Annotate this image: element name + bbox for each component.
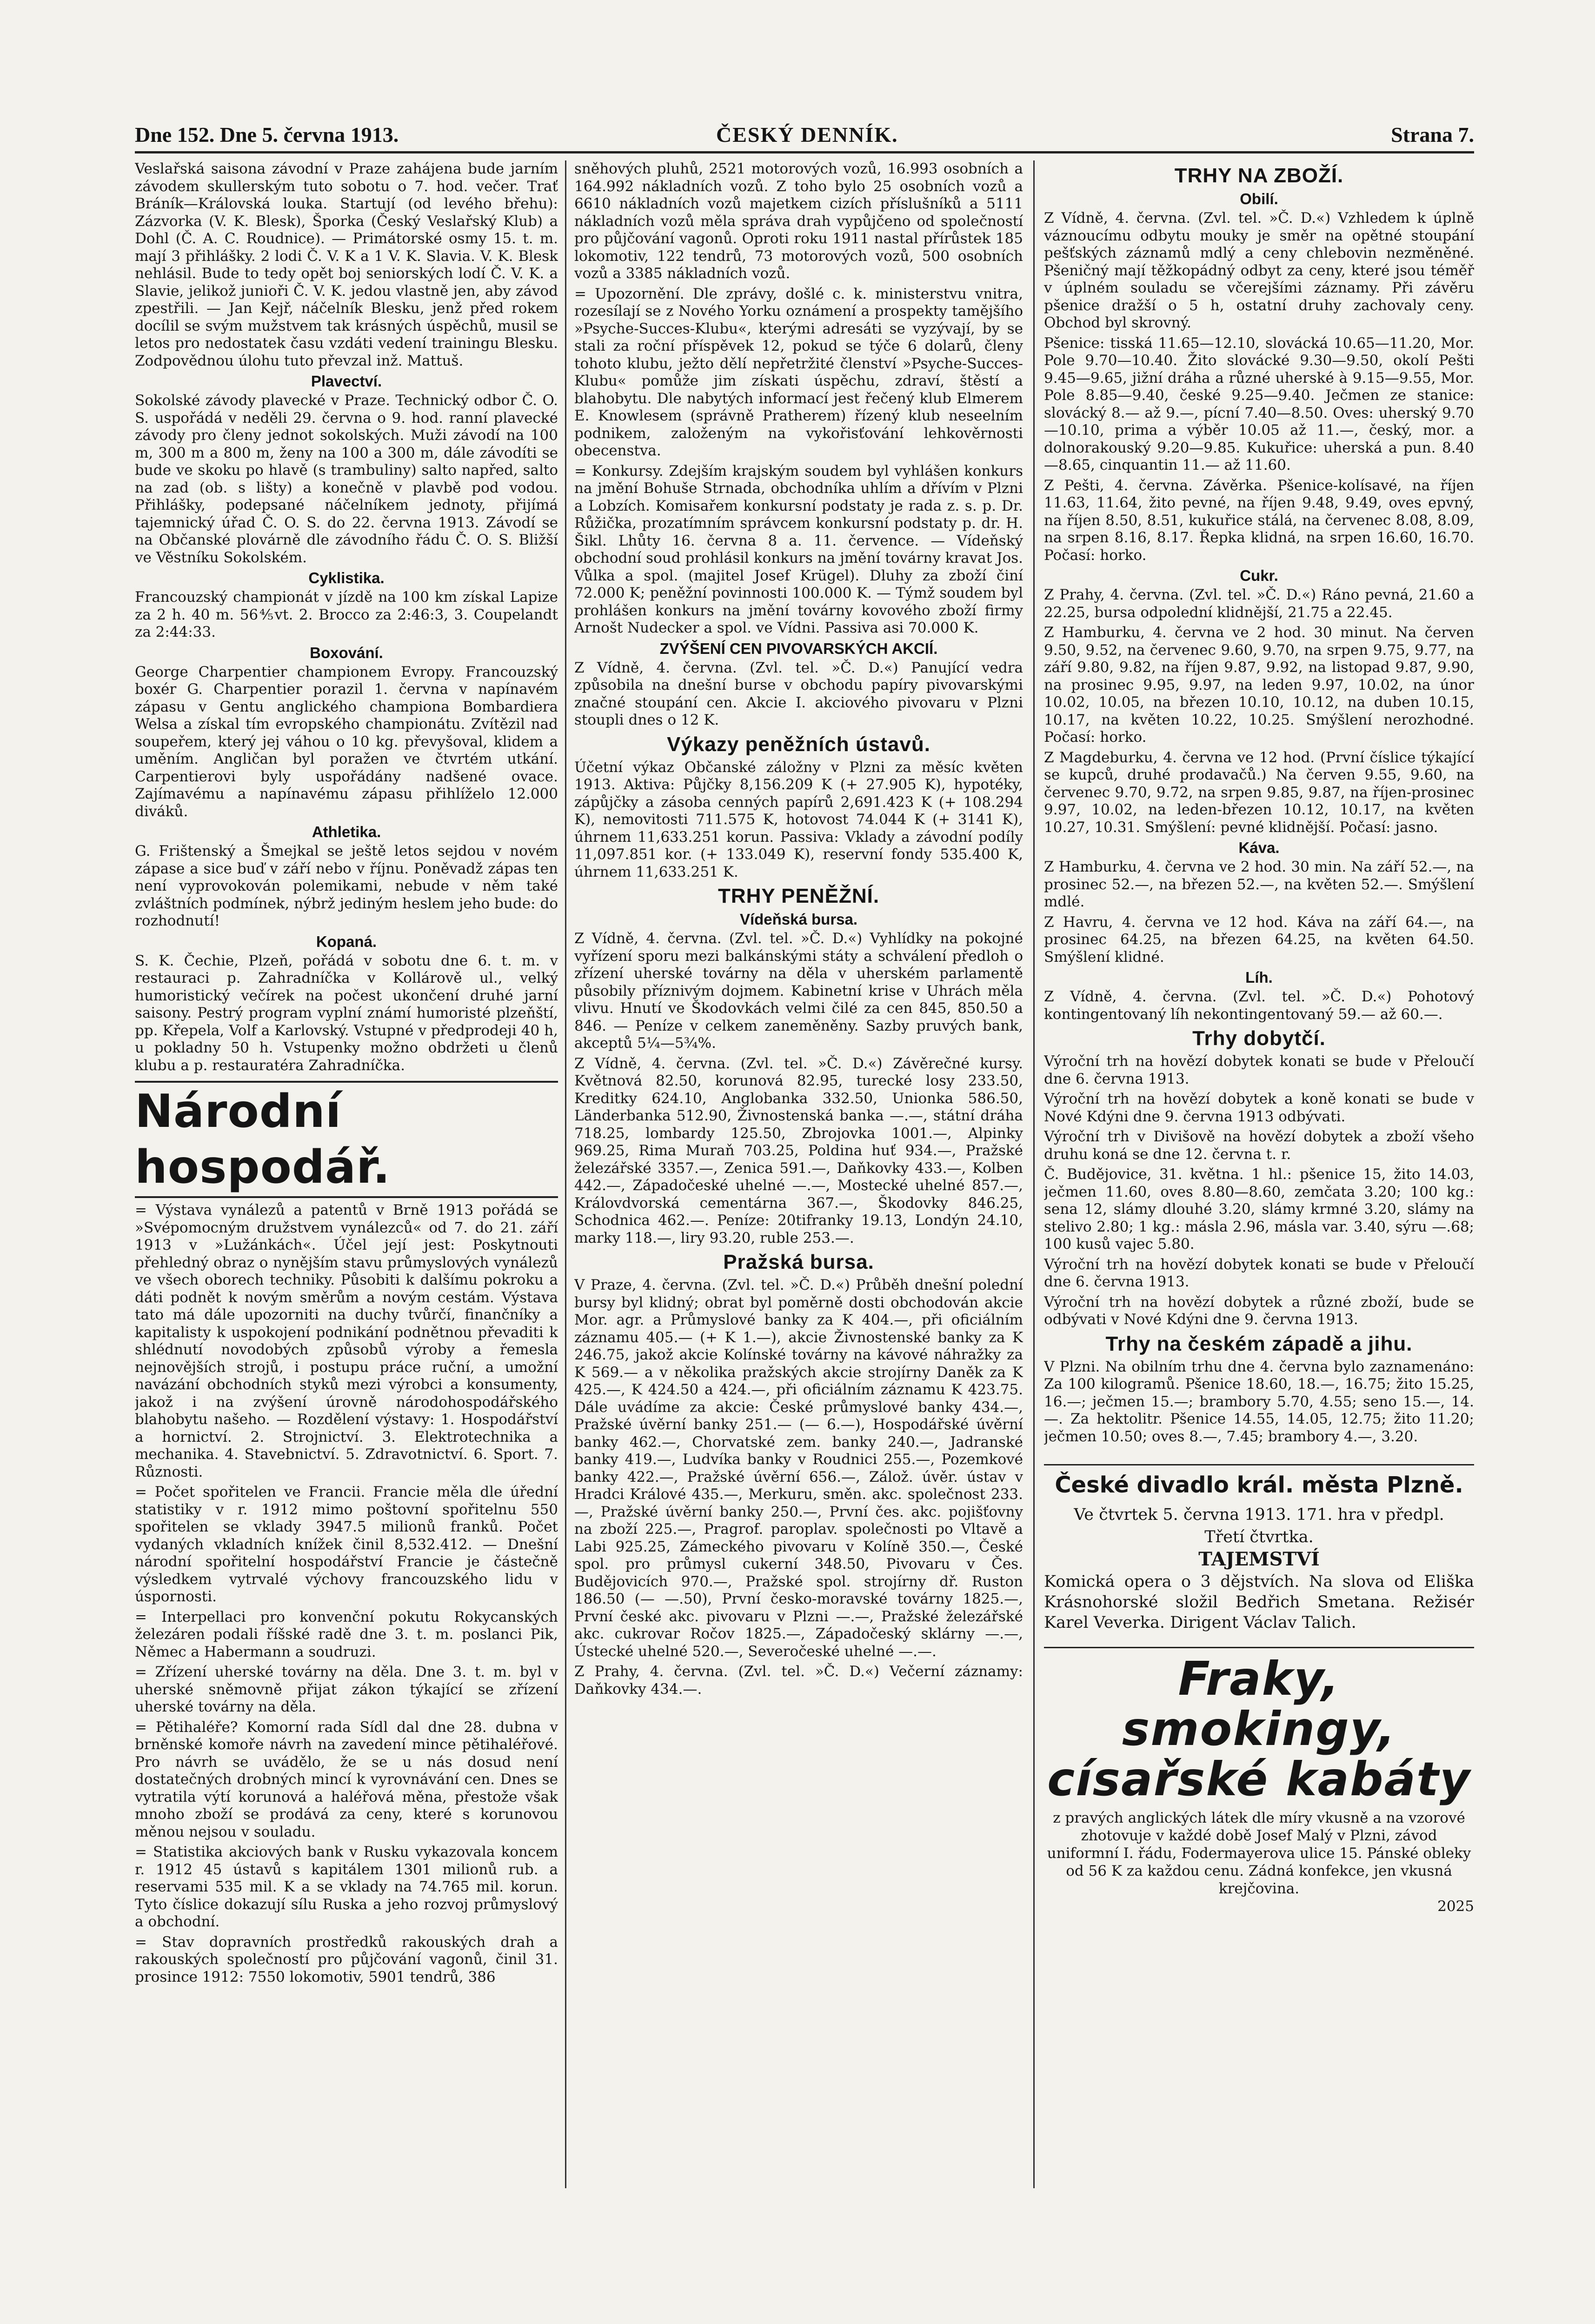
article: Z Hamburku, 4. června ve 2 hod. 30 minut. Na červen 9.50, 9.52, na červenec 9.60, 9.70, na srpen 9.75, 9.77, na září 9.80, 9.82, na říjen 9.87, 9.92, na listopad 9.87, 9.90, na prosinec 9.95, 9.97, na leden 9.97, 10.02, na únor 10.02, 10.05, na březen 10.10, 10.12, na duben 10.15, 10.17, na květen 10.22, 10.25. Smýšlení nerozhodné. Počasí: horko.: [1044, 624, 1474, 746]
article: Č. Budějovice, 31. května. 1 hl.: pšenice 15, žito 14.03, ječmen 11.60, oves 8.80—8.60, zemčata 3.20; 100 kg.: sena 12, slámy dlouhé 3.20, slámy krmné 3.20, slámy na stelivo 2.80; 1 kg.: másla 2.96, másla var. 3.40, sýru —.68; 100 kusů vajec 5.80.: [1044, 1166, 1474, 1252]
article: = Zřízení uherské továrny na děla. Dne 3. t. m. byl v uherské sněmovně přijat zákon týkající se zřízení uherské továrny na děla.: [135, 1664, 558, 1715]
article: S. K. Čechie, Plzeň, pořádá v sobotu dne 6. t. m. v restauraci p. Zahradníčka v Kollárově ul., velký humoristický večírek na počest ukončení druhé jarní saisony. Pestrý program vyplní známí humoristé plzeňští, pp. Křepela, Volf a Karlovský. Vstupné v předprodeji 40 h, u pokladny 50 h. Vstupenky možno obdržeti u členů klubu a p. restauratéra Zahradníčka.: [135, 952, 558, 1074]
section-heading: Athletika.: [312, 823, 381, 840]
article: = Stav dopravních prostředků rakouských drah a rakouských společností pro půjčování vagonů, činil 31. prosince 1912: 7550 lokomotiv, 5901 tendrů, 386: [135, 1933, 558, 1985]
section-heading: Trhy dobytčí.: [1192, 1027, 1326, 1050]
article: = Statistika akciových bank v Rusku vykazovala koncem r. 1912 45 ústavů s kapitálem 1301 milionů rub. a reservami 535 mil. K a se vklady na 74.765 mil. korun. Tyto číslice dokazují sílu Ruska a jeho rozvoj průmyslový a obchodní.: [135, 1844, 558, 1930]
theatre-date: Ve čtvrtek 5. června 1913. 171. hra v předpl.: [1074, 1505, 1444, 1524]
article: = Pětihaléře? Komorní rada Sídl dal dne 28. dubna v brněnské komoře návrh na zavedení mince pětihaléřové. Pro návrh se uvádělo, že se u nás dosud není dostatečných drobných mincí k vyrovnávání cen. Dnes se vytratila výtí korunová a haléřová měna, přestože však mnoho zboží se prodává za ceny, které s korunovou měnou nejsou v souladu.: [135, 1718, 558, 1840]
article: G. Frištenský a Šmejkal se ještě letos sejdou v novém zápase a sice buď v září nebo v říjnu. Poněvadž zápas ten není vyprovokován polemikami, nebude v něm také zvláštních podmínek, nýbrž jediným heslem jeho bude: do rozhodnutí!: [135, 843, 558, 929]
section-subheading: Obilí.: [1240, 190, 1278, 207]
theatre-description: Komická opera o 3 dějstvích. Na slova od Eliška Krásnohorské složil Bedřich Smetana. Režisér Karel Veverka. Dirigent Václav Talich.: [1044, 1572, 1474, 1632]
article: Z Vídně, 4. června. (Zvl. tel. »Č. D.«) Vyhlídky na pokojné vyřízení sporu mezi balkánskými státy a schválení předloh o zřízení uherské továrny na děla v uherském parlamentě působily příznivým dojmem. Kabinetní krise v Uhrách měla vlivu. Hnutí ve Škodovkách velmi čilé za cen 845, 850.50 a 846. — Peníze v celkem zaneměněny. Sazby pruvých bank, akceptů 5¼—5¾%.: [574, 930, 1023, 1052]
article: sněhových pluhů, 2521 motorových vozů, 16.993 osobních a 164.992 nákladních vozů. Z toho bylo 25 osobních vozů a 6610 nákladních vozů majetkem cizích příslušníků a 5111 nákladních vozů měla správa drah vypůjčeno od společností pro půjčování vagonů. Oproti roku 1911 nastal přírůstek 185 lokomotiv, 122 tendrů, 73 motorových vozů, 500 osobních vozů a 3385 nákladních vozů.: [574, 160, 1023, 282]
article: Sokolské závody plavecké v Praze. Technický odbor Č. O. S. uspořádá v neděli 29. června o 9. hod. ranní plavecké závody pro členy jednot sokolských. Muži závodí na 100 m, 300 m a 800 m, ženy na 100 a 300 m, dále závodíti se bude ve skoku po hlavě (s trambuliny) salto napřed, salto na zad (ob. s lišty) a konečně v plavbě pod vodou. Přihlášky, podepsané náčelníkem jednoty, přijímá tajemnický úřad Č. O. S. do 22. června 1913. Závodí se na Občanské plovárně dle závodního řádu Č. O. S. Bližší ve Věstníku Sokolském.: [135, 392, 558, 566]
section-heading: Cyklistika.: [308, 569, 385, 586]
section-subheading: Vídeňská bursa.: [739, 911, 858, 928]
article: Z Prahy, 4. června. (Zvl. tel. »Č. D.«) Ráno pevná, 21.60 a 22.25, bursa odpolední klidnější, 21.75 a 22.45.: [1044, 586, 1474, 621]
article: Účetní výkaz Občanské záložny v Plzni za měsíc květen 1913. Aktiva: Půjčky 8,156.209 K (+ 27.905 K), hypotéky, zápůjčky a zásoba cenných papírů 2,691.423 K (+ 108.294 K), nemovitosti 711.575 K, hotovost 74.044 K (+ 3141 K), úhrnem 11,633.251 korun. Passiva: Vklady a závodní podíly 11,097.851 kor. (+ 133.049 K), reservní fondy 535.400 K, úhrnem 11,633.251 K.: [574, 759, 1023, 880]
page-number: Strana 7.: [1391, 123, 1474, 146]
column-rule: [1033, 160, 1035, 2188]
article: Výroční trh na hovězí dobytek konati se bude v Přeloučí dne 6. června 1913.: [1044, 1256, 1474, 1290]
section-heading: Plavectví.: [311, 373, 382, 390]
ad-code: 2025: [1437, 1898, 1474, 1915]
section-heading: Kopaná.: [316, 932, 377, 950]
theatre-play-title: TAJEMSTVÍ: [1198, 1548, 1320, 1570]
column-2: [574, 160, 1023, 2207]
article: Z Vídně, 4. června. (Zvl. tel. »Č. D.«) Vzhledem k úplně váznoucímu odbytu mouky je směr na opětné stoupání pešťských záznamů mdlý a ceny chlebovin nezměněné. Pšeničný mají těžkopádný odbyt za ceny, které jsou téměř v úplném souladu se včerejšími záznamy. Při závěru pšenice dražší o 5 h, ostatní druhy zachovaly ceny. Obchod byl skrovný.: [1044, 210, 1474, 331]
section-subheading: Káva.: [1238, 839, 1280, 856]
article: Veslařská saisona závodní v Praze zahájena bude jarním závodem skullerským tuto sobotu o 7. hod. večer. Trať Bráník—Královská louka. Startují (od levého břehu): Zázvorka (V. K. Blesk), Šporka (Český Veslařský Klub) a Dohl (Č. A. C. Roudnice). — Primátorské osmy 15. t. m. mají 3 přihlášky. 2 lodi Č. V. K a 1 V. K. Slavia. V. K. Blesk nehlásil. Bude to tedy opět boj seniorských lodí Č. V. K. a Slavie, jelikož junioři Č. V. K. jedou vlastně jen, aby závod zpestřili. — Jan Kejř, náčelník Blesku, jenž před rokem docílil se svým mužstvem tak krásných úspěchů, musil se letos pro nedostatek času vzdáti vedení trainingu Blesku. Zodpovědnou úlohu tuto převzal inž. Mattuš.: [135, 160, 558, 369]
section-heading: Pražská bursa.: [723, 1251, 874, 1273]
article: Výroční trh na hovězí dobytek a různé zboží, bude se odbývati v Nové Kdýni dne 9. června 1913.: [1044, 1293, 1474, 1328]
ad-text: [1044, 1809, 1474, 1915]
theatre-title: České divadlo král. města Plzně.: [1044, 1464, 1474, 1498]
article: Z Havru, 4. června ve 12 hod. Káva na září 64.—, na prosinec 64.25, na březen 64.25, na květen 64.50. Smýšlení klidné.: [1044, 913, 1474, 966]
section-heading: ZVÝŠENÍ CEN PIVOVARSKÝCH AKCIÍ.: [659, 639, 938, 657]
article: Z Pešti, 4. června. Závěrka. Pšenice-kolísavé, na říjen 11.63, 11.64, žito pevné, na říjen 9.48, 9.49, oves epvný, na říjen 8.50, 8.51, kukuřice stálá, na červenec 8.08, 8.09, na srpen 8.16, 8.17. Řepka klidná, na srpen 16.60, 16.70. Počasí: horko.: [1044, 477, 1474, 564]
ad-headline: Fraky, smokingy, císařské kabáty: [1044, 1647, 1474, 1805]
section-heading: Výkazy peněžních ústavů.: [667, 732, 930, 756]
article: = Upozornění. Dle zprávy, došlé c. k. ministerstvu vnitra, rozesílají se z Nového Yorku oznámení a prospekty tamějšího »Psyche-Succes-Klubu«, kterými adresáti se vyzývají, by se stali za roční příspěvek 12, pokud se týče 6 dolarů, členy tohoto klubu, ježto dělí nepřetržité členství »Psyche-Succes-Klubu« pomůže jim získati úspěchu, zdraví, štěstí a blahobytu. Dle nabytých informací jest řečený klub Elmerem E. Knowlesem (správně Pratherem) řízený klub neseelním podnikem, založeným na vykořisťování lehkověrnosti obecenstva.: [574, 285, 1023, 459]
section-heading: Boxování.: [310, 644, 383, 661]
theatre-series: Třetí čtvrtka.: [1204, 1528, 1314, 1546]
ad-body-text: z pravých anglických látek dle míry vkusně a na vzorové zhotovuje v každé době Josef Malý v Plzni, závod uniformní I. řádu, Fodermayerova ulice 15. Pánské obleky od 56 K za každou cenu. Zádná konfekce, jen vkusná krejčovina.: [1047, 1810, 1471, 1897]
article: Z Magdeburku, 4. června ve 12 hod. (První číslice týkající se kupců, druhé prodavačů.) Na červen 9.55, 9.60, na červenec 9.70, 9.72, na srpen 9.85, 9.87, na říjen-prosinec 9.97, 10.02, na leden-březen 10.12, 10.17, na květen 10.27, 10.31. Smýšlení: pevné klidnější. Počasí: jasno.: [1044, 749, 1474, 836]
section-subheading: Líh.: [1245, 969, 1273, 986]
article: Výroční trh na hovězí dobytek konati se bude v Přeloučí dne 6. června 1913.: [1044, 1053, 1474, 1087]
section-heading: TRHY NA ZBOŽÍ.: [1174, 164, 1344, 187]
article: V Praze, 4. června. (Zvl. tel. »Č. D.«) Průběh dnešní polední bursy byl klidný; obrat byl poměrně dosti obchodován akcie Mor. agr. a Průmyslové banky za K 404.—, při oficiálním záznamu 405.— (+ K 1.—), akcie Živnostenské banky za K 246.75, jakož akcie Kolínské továrny na kávové náhražky za K 569.— a v několika pražských akcie strojírny Daněk za K 425.—, K 424.50 a 424.—, při oficiálním záznamu K 423.75. Dále uvádíme za akcie: České průmyslové banky 434.—, Pražské úvěrní banky 251.— (— 6.—), Hospodářské úvěrní banky 462.—, Chorvatské zem. banky 240.—, Jadranské banky 419.—, Ludvíka banky v Roudnici 255.—, Pozemkové banky 422.—, Pražské úvěrní 656.—, Zálož. úvěr. ústav v Hradci Králové 435.—, Merkuru, směn. akc. společnost 233.—, Pražské úvěrní banky 250.—, První čes. akc. pojišťovny na zboží 225.—, Pragrof. paroplav. společnosti po Vltavě a Labi 925.25, Zámeckého pivovaru v Kolíně 350.—, České spol. pro průmysl cukerní 348.50, Pivovaru v Čes. Budějovicích 970.—, Pražské spol. strojírny dř. Ruston 186.50 (— —.50), První česko-moravské továrny 1825.—, První české akc. pivovaru v Plzni —.—, Pražské železářské akc. cukrovar Ročov 1825.—, Západočeský sklárny —.—, Ústecké uhelné 520.—, Severočeské uhelné —.—.: [574, 1277, 1023, 1660]
article: Pšenice: tisská 11.65—12.10, slovácká 10.65—11.20, Mor. Pole 9.70—10.40. Žito slovácké 9.30—9.50, okolí Pešti 9.45—9.65, jižní dráha a různé uherské à 9.15—9.55, Mor. Pole 8.85—9.40, české 9.25—9.40. Ječmen ze stanice: slovácký 8.— až 9.—, pícní 7.40—8.50. Oves: uherský 9.70—10.10, prima a výběr 10.05 až 11.—, český, mor. a dolnorakouský 9.20—9.85. Kukuřice: uherská a pun. 8.40—8.65, cinquantin 11.— až 11.60.: [1044, 334, 1474, 473]
article: Francouzský championát v jízdě na 100 km získal Lapize za 2 h. 40 m. 56⅘vt. 2. Brocco za 2:46:3, 3. Coupelandt za 2:44:33.: [135, 589, 558, 640]
page-header: [135, 119, 1474, 153]
advertisement: [1044, 1647, 1474, 1915]
issue-date: Dne 152. Dne 5. června 1913.: [135, 123, 399, 146]
article: Z Vídně, 4. června. (Zvl. tel. »Č. D.«) Panující vedra způsobila na dnešní burse v obchodu papíry pivovarskými značné stoupání cen. Akcie I. akciového pivovaru v Plzni stoupli dnes o 12 K.: [574, 659, 1023, 728]
article: Výroční trh v Divišově na hovězí dobytek a zboží všeho druhu koná se dne 12. června t. r.: [1044, 1128, 1474, 1163]
article: Z Vídně, 4. června. (Zvl. tel. »Č. D.«) Závěrečné kursy. Květnová 82.50, korunová 82.95, turecké losy 233.50, Kreditky 624.10, Anglobanka 332.50, Unionka 586.50, Länderbanka 512.90, Živnostenská banka —.—, státní dráha 718.25, lombardy 125.50, Zbrojovka 1001.—, Alpinky 969.25, Rima Muraň 703.25, Poldina huť 934.—, Pražské železářské 3357.—, Zenica 591.—, Daňkovky 433.—, Kolben 442.—, Západočeské uhelné —.—, Mostecké uhelné 857.—, Královdvorská cementárna 367.—, Škodovky 846.25, Schodnica 462.—. Peníze: 20tifranky 19.13, Londýn 24.10, marky 118.—, liry 93.20, ruble 253.—.: [574, 1055, 1023, 1246]
column-rule: [565, 160, 566, 2188]
theatre-announcement: [1044, 1464, 1474, 1633]
article: Z Vídně, 4. června. (Zvl. tel. »Č. D.«) Pohotový kontingentovaný líh nekontingentovaný 59.— až 60.—.: [1044, 988, 1474, 1023]
article: Z Prahy, 4. června. (Zvl. tel. »Č. D.«) Večerní záznamy: Daňkovky 434.—.: [574, 1663, 1023, 1698]
section-heading: TRHY PENĚŽNÍ.: [718, 885, 880, 907]
section-title-narodni-hospodar: Národní hospodář.: [135, 1081, 558, 1198]
column-1: [135, 160, 558, 2207]
section-subheading: Cukr.: [1240, 567, 1278, 584]
article: = Výstava vynálezů a patentů v Brně 1913 pořádá se »Svépomocným družstvem vynálezců« od 7. do 21. září 1913 v »Lužánkách«. Účel její jest: Poskytnouti přehledný obraz o nynějším stavu průmyslových vynálezů ve všech oborech techniky. Působiti k dalšímu pokroku a dáti podnět k novým směrům a novým cestám. Výstava tato má dále upozorniti na duchy tvůrčí, finančníky a kapitalisty k uspokojení podnikání podnětnou převaditi k shlédnutí novodobých způsobů výroby a řemesla nejnovějších strojů, i postupu práce ruční, a umožní navázání obchodních styků mezi výrobci a konsumenty, jakož i na zvýšení úrovně národohospodářského blahobytu našeho. — Rozdělení výstavy: 1. Hospodářství a hornictví. 2. Strojnictví. 3. Elektrotechnika a mechanika. 4. Stavebnictví. 5. Zdravotnictví. 6. Sport. 7. Různosti.: [135, 1202, 558, 1480]
article: = Konkursy. Zdejším krajským soudem byl vyhlášen konkurs na jmění Bohuše Strnada, obchodníka uhlím a dřívím v Plzni a Lobzích. Komisařem konkursní podstaty je rada z. s. p. Dr. Růžička, prozatímním správcem konkursní podstaty p. dr. H. Šikl. Lhůty 16. června 8 a. 11. července. — Vídeňský obchodní soud prohlásil konkurs na jmění továrny kravat Jos. Vůlka a spol. (majitel Josef Krügel). Dluhy za zboží činí 72.000 K; peněžní povinnosti 100.000 K. — Týmž soudem byl prohlášen konkurs na jmění továrny kovového zboží firmy Arnošt Nudecker a spol. ve Vídni. Passiva asi 70.000 K.: [574, 462, 1023, 636]
article: Výroční trh na hovězí dobytek a koně konati se bude v Nové Kdýni dne 9. června 1913 odbývati.: [1044, 1091, 1474, 1125]
column-3: [1044, 160, 1474, 2207]
article: = Interpellaci pro konvenční pokutu Rokycanských železáren podali říšské radě dne 3. t. m. poslanci Pik, Němec a Habermann a soudruzi.: [135, 1608, 558, 1660]
masthead: ČESKÝ DENNÍK.: [716, 123, 898, 146]
article: Z Hamburku, 4. června ve 2 hod. 30 min. Na září 52.—, na prosinec 52.—, na březen 52.—, na květen 52.—. Smýšlení mdlé.: [1044, 859, 1474, 910]
article: V Plzni. Na obilním trhu dne 4. června bylo zaznamenáno: Za 100 kilogramů. Pšenice 18.60, 18.—, 16.75; žito 15.25, 16.—; ječmen 15.—; brambory 5.70, 4.55; seno 15.—, 14.—. Za hektolitr. Pšenice 14.55, 14.05, 12.75; žito 11.20; ječmen 10.50; oves 8.—, 7.45; brambory 4.—, 3.20.: [1044, 1358, 1474, 1445]
section-heading: Trhy na českém západě a jihu.: [1105, 1332, 1413, 1355]
article: George Charpentier championem Evropy. Francouzský boxér G. Charpentier porazil 1. června v napínavém zápasu v Gentu anglického championa Bombardiera Welsa a získal tím evropského championátu. Zvítězil nad soupeřem, který jej váhou o 10 kg. převyšoval, klidem a uměním. Angličan byl poražen ve čtvrtém utkání. Carpentierovi byly uspořádány nadšené ovace. Zajímavému a napínavému zápasu přihlíželo 12.000 diváků.: [135, 663, 558, 820]
article: = Počet spořitelen ve Francii. Francie měla dle úřední statistiky v r. 1912 mimo poštovní spořitelnu 550 spořitelen se vklady 3947.5 milionů franků. Počet vydaných vkladních knížek činil 8,532.412. — Dnešní národní spořitelní hospodářství Francie je částečně výsledkem vytrvalé výchovy francouzského lidu v úspornosti.: [135, 1484, 558, 1605]
